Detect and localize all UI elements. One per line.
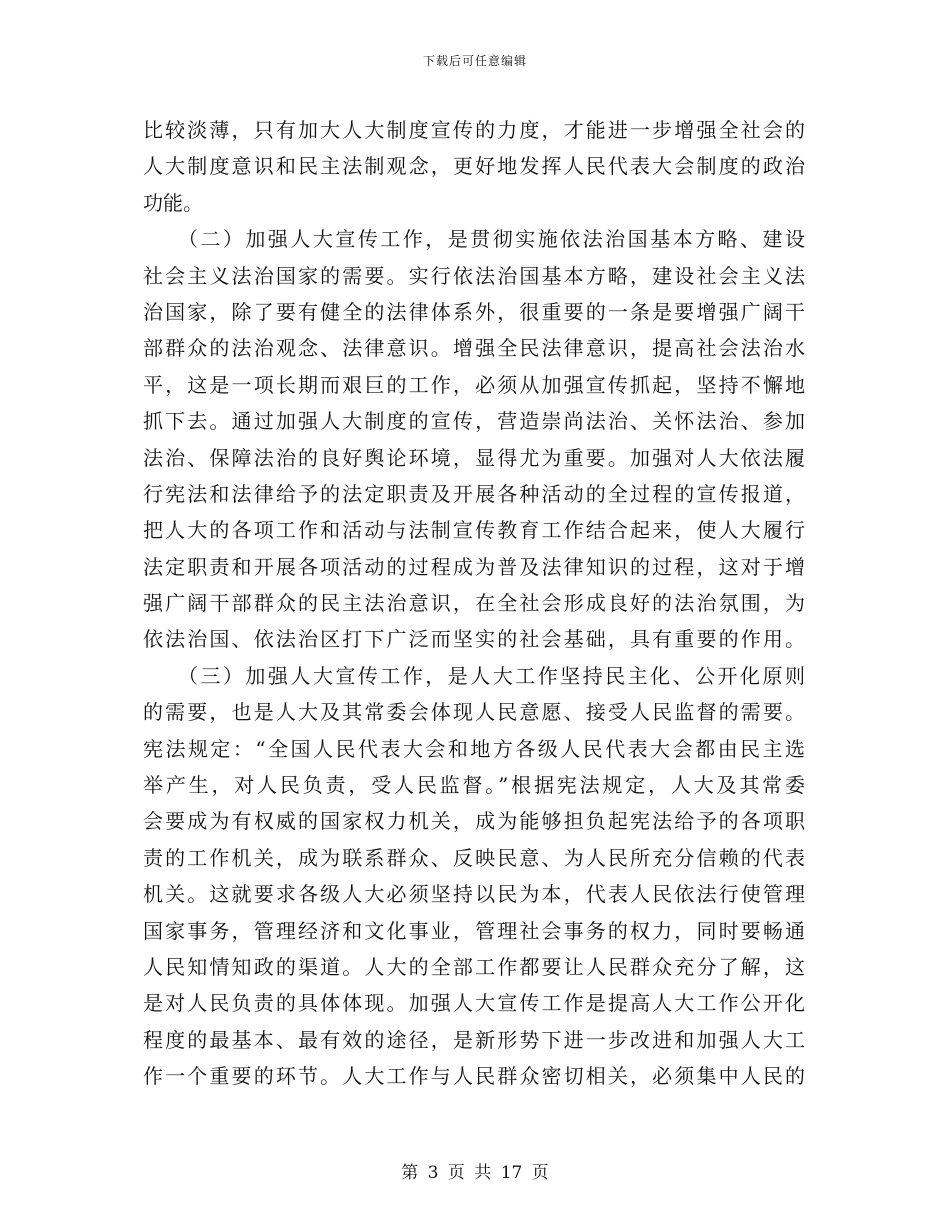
body-line: 法治、保障法治的良好舆论环境，显得尤为重要。加强对人大依法履 [143, 445, 805, 470]
page-header-note: 下载后可任意编辑 [422, 54, 527, 68]
body-line: 机关。这就要求各级人大必须坚持以民为本，代表人民依法行使管理 [143, 882, 805, 907]
body-line: 法定职责和开展各项活动的过程成为普及法律知识的过程，这对于增 [143, 554, 805, 579]
body-line: 国家事务，管理经济和文化事业，管理社会事务的权力，同时要畅通 [143, 918, 805, 943]
body-line: 人大制度意识和民主法制观念，更好地发挥人民代表大会制度的政治 [143, 154, 805, 179]
body-line: 宪法规定：“全国人民代表大会和地方各级人民代表大会都由民主选 [143, 736, 805, 761]
body-line: 的需要，也是人大及其常委会体现人民意愿、接受人民监督的需要。 [143, 700, 805, 725]
body-line: 行宪法和法律给予的法定职责及开展各种活动的全过程的宣传报道， [143, 481, 805, 506]
body-line: 部群众的法治观念、法律意识。增强全民法律意识，提高社会法治水 [143, 336, 805, 361]
body-line: 平，这是一项长期而艰巨的工作，必须从加强宣传抓起，坚持不懈地 [143, 372, 805, 397]
body-line: 强广阔干部群众的民主法治意识，在全社会形成良好的法治氛围，为 [143, 591, 805, 616]
body-line: 举产生，对人民负责，受人民监督。”根据宪法规定，人大及其常委 [143, 773, 805, 798]
body-line: （二）加强人大宣传工作，是贯彻实施依法治国基本方略、建设 [143, 227, 805, 252]
body-line: 功能。 [143, 190, 203, 215]
total-page-count: 17 [500, 1163, 523, 1183]
body-line: 比较淡薄，只有加大人大制度宣传的力度，才能进一步增强全社会的 [143, 118, 805, 142]
body-line: 治国家，除了要有健全的法律体系外，很重要的一条是要增强广阔干 [143, 299, 805, 324]
body-line: 依法治国、依法治区打下广泛而坚实的社会基础，具有重要的作用。 [143, 627, 805, 652]
total-label: 共 [474, 1163, 492, 1183]
body-line: 是对人民负责的具体体现。加强人大宣传工作是提高人大工作公开化 [143, 991, 805, 1016]
page-label: 页 [447, 1163, 465, 1183]
document-body [143, 112, 805, 1095]
body-line: 程度的最基本、最有效的途径，是新形势下进一步改进和加强人大工 [143, 1027, 805, 1052]
body-line: 把人大的各项工作和活动与法制宣传教育工作结合起来，使人大履行 [143, 518, 805, 543]
body-line: 作一个重要的环节。人大工作与人民群众密切相关，必须集中人民的 [143, 1064, 805, 1089]
current-page-number: 3 [427, 1163, 439, 1183]
body-line: 责的工作机关，成为联系群众、反映民意、为人民所充分信赖的代表 [143, 845, 805, 870]
body-line: （三）加强人大宣传工作，是人大工作坚持民主化、公开化原则 [143, 663, 805, 688]
body-line: 社会主义法治国家的需要。实行依法治国基本方略，建设社会主义法 [143, 263, 805, 288]
page-suffix: 页 [531, 1163, 549, 1183]
body-line: 会要成为有权威的国家权力机关，成为能够担负起宪法给予的各项职 [143, 809, 805, 834]
body-line: 抓下去。通过加强人大制度的宣传，营造崇尚法治、关怀法治、参加 [143, 409, 805, 434]
body-line: 人民知情知政的渠道。人大的全部工作都要让人民群众充分了解，这 [143, 954, 805, 979]
page-number-footer [0, 1158, 950, 1183]
page-prefix: 第 [401, 1163, 419, 1183]
